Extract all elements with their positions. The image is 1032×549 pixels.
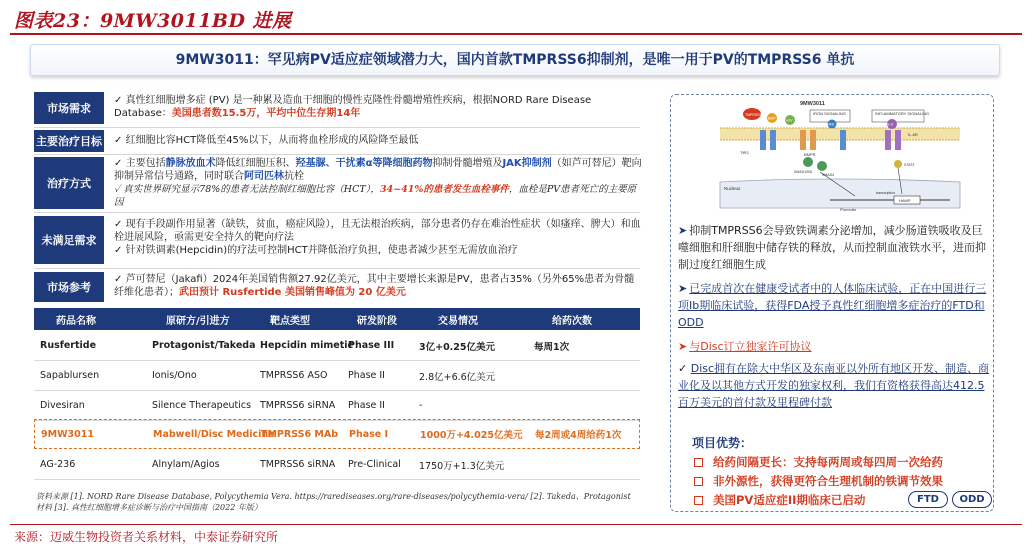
table-row: Divesiran Silence Therapeutics TMPRSS6 siRNA Phase II - (34, 391, 640, 421)
svg-text:transcription: transcription (876, 191, 896, 195)
svg-text:HJV: HJV (786, 118, 793, 123)
unmet-need-text: ✓ 现有手段副作用显著（缺铁，贫血，癌症风险），且无法根治疾病，部分患者仍存在难治性症状（如瘙痒、脾大）和血栓进展风险，亟需更安全持久的靶向疗法 ✓ 针对铁调素(Hepcidin)的疗法可控制HCT并降低治疗负担，使患者减少甚至无需放血治疗 (114, 219, 641, 256)
ftd-badge: FTD (908, 491, 948, 508)
figure-title: 图表23：9MW3011BD 进展 (14, 10, 292, 32)
svg-text:STAT3: STAT3 (904, 163, 915, 167)
market-reference-label: 市场参考 (34, 272, 104, 302)
license-agreement-text: ➤ 与Disc订立独家许可协议 (678, 340, 812, 353)
svg-text:HFE: HFE (827, 122, 835, 127)
svg-text:SMAD1/5/8: SMAD1/5/8 (794, 170, 812, 174)
title-rule (10, 33, 1022, 35)
unmet-need-label: 未满足需求 (34, 216, 104, 264)
divider (34, 268, 640, 269)
table-row: Rusfertide Protagonist/Takeda Hepcidin mimetic Phase III 3亿+0.25亿美元 每周1次 (34, 331, 640, 361)
svg-text:IRON SIGNALING: IRON SIGNALING (813, 111, 846, 116)
mechanism-text: ➤ 抑制TMPRSS6会导致铁调素分泌增加，减少肠道铁吸收及巨噬细胞和肝细胞中储存铁的释放，从而控制血液铁水平，进而抑制过度红细胞生成 (678, 224, 986, 271)
clinical-progress-text: ➤ 已完成首次在健康受试者中的人体临床试验，正在中国进行三项Ib期临床试验，获得FDA授予真性红细胞增多症治疗的FTD和ODD (678, 282, 987, 329)
svg-text:SMAD4: SMAD4 (822, 173, 835, 177)
source-note: 资料来源 [1]. NORD Rare Disease Database, Polycythemia Vera. https://rarediseases.org/rare-diseases/polycythemia-vera/ [2]. Takeda、Protagonist 材料 [3]. 真性红细胞增多症诊断与治疗中国指南（2022 年版） (36, 492, 631, 512)
svg-text:TfR2: TfR2 (740, 150, 749, 155)
market-demand-label: 市场需求 (34, 92, 104, 124)
advantages-title: 项目优势： (692, 436, 753, 450)
divider (34, 212, 640, 213)
advantage-item: 给药间隔更长：支持每两周或每四周一次给药 (694, 454, 943, 470)
market-demand-text: ✓ 真性红细胞增多症 (PV) 是一种累及造血干细胞的慢性克隆性骨髓增殖性疾病，根据NORD Rare Disease Database：美国患者数15.5万，平均中位生存期14年 (114, 95, 592, 119)
svg-text:Nucleus: Nucleus (724, 186, 741, 191)
divider (34, 154, 640, 155)
treatment-goal-row (34, 130, 640, 152)
col-header-phase: 研发阶段 (357, 315, 397, 327)
col-header-deal: 交易情况 (438, 315, 478, 327)
advantage-item: 非外源性，获得更符合生理机制的铁调节效果 (694, 473, 943, 489)
treatment-method-row (34, 157, 640, 209)
treatment-goal-text: ✓ 红细胞比容HCT降低至45%以下，从而将血栓形成的风险降至最低 (114, 135, 419, 146)
svg-text:BMPR: BMPR (804, 152, 816, 157)
treatment-method-text: ✓ 主要包括静脉放血术降低红细胞压积、羟基脲、干扰素α等降细胞药物抑制骨髓增殖及JAK抑制剂（如芦可替尼）靶向抑制异常信号通路，同时联合阿司匹林抗栓 ✓ 真实世界研究显示78%的患者无法控制红细胞比容（HCT），34~41%的患者发生血栓事件，血栓是PV患者死亡的主要原因 (114, 158, 642, 208)
svg-text:IL-6: IL-6 (887, 122, 894, 127)
footer-rule (10, 524, 1022, 525)
col-header-originator: 原研方/引进方 (166, 315, 230, 327)
unmet-need-row (34, 216, 640, 264)
advantage-item: 美国PV适应症II期临床已启动 (694, 492, 865, 508)
table-row: AG-236 Alnylam/Agios TMPRSS6 siRNA Pre-Clinical 1750万+1.3亿美元 (34, 450, 640, 480)
mechanism-diagram (680, 96, 980, 216)
disc-rights-text: ✓ Disc拥有在除大中华区及东南亚以外所有地区开发、制造、商业化及以其他方式开发的独家权利，我们有资格获得高达412.5百万美元的首付款及里程碑付款 (678, 362, 990, 409)
col-header-drug: 药品名称 (56, 315, 96, 327)
drug-table-header (34, 308, 640, 330)
svg-text:HAMP: HAMP (899, 198, 911, 203)
table-row-highlighted: 9MW3011 Mabwell/Disc Medicine TMPRSS6 MAb Phase I 1000万+4.025亿美元 每2周或4周给药1次 (34, 419, 640, 449)
col-header-target: 靶点类型 (270, 315, 310, 327)
svg-text:Promoter: Promoter (840, 207, 857, 212)
svg-text:IL-6R: IL-6R (908, 132, 918, 137)
footer-source: 来源：迈威生物投资者关系材料，中泰证券研究所 (14, 530, 279, 544)
headline-banner: 9MW3011：罕见病PV适应症领域潜力大，国内首款TMPRSS6抑制剂，是唯一用于PV的TMPRSS6 单抗 (30, 44, 1000, 76)
treatment-method-label: 治疗方式 (34, 157, 104, 209)
diagram-title: 9MW3011 (800, 101, 825, 107)
market-reference-text: ✓ 芦可替尼（Jakafi）2024年美国销售额27.92亿美元，其中主要增长来源是PV，患者占35%（另外65%患者为骨髓纤维化患者）；武田预计 Rusfertide 美国销售峰值为 20 亿美元 (114, 274, 635, 298)
svg-text:BMP: BMP (768, 116, 776, 121)
svg-text:INFLAMMATORY SIGNALING: INFLAMMATORY SIGNALING (875, 111, 930, 116)
col-header-dosing: 给药次数 (552, 315, 592, 327)
table-row: Sapablursen Ionis/Ono TMPRSS6 ASO Phase II 2.8亿+6.6亿美元 (34, 361, 640, 391)
treatment-goal-label: 主要治疗目标 (34, 130, 104, 152)
svg-text:TMPRSS6: TMPRSS6 (745, 113, 762, 117)
market-demand-row (34, 92, 640, 124)
divider (34, 127, 640, 128)
odd-badge: ODD (952, 491, 992, 508)
market-reference-row (34, 272, 640, 302)
